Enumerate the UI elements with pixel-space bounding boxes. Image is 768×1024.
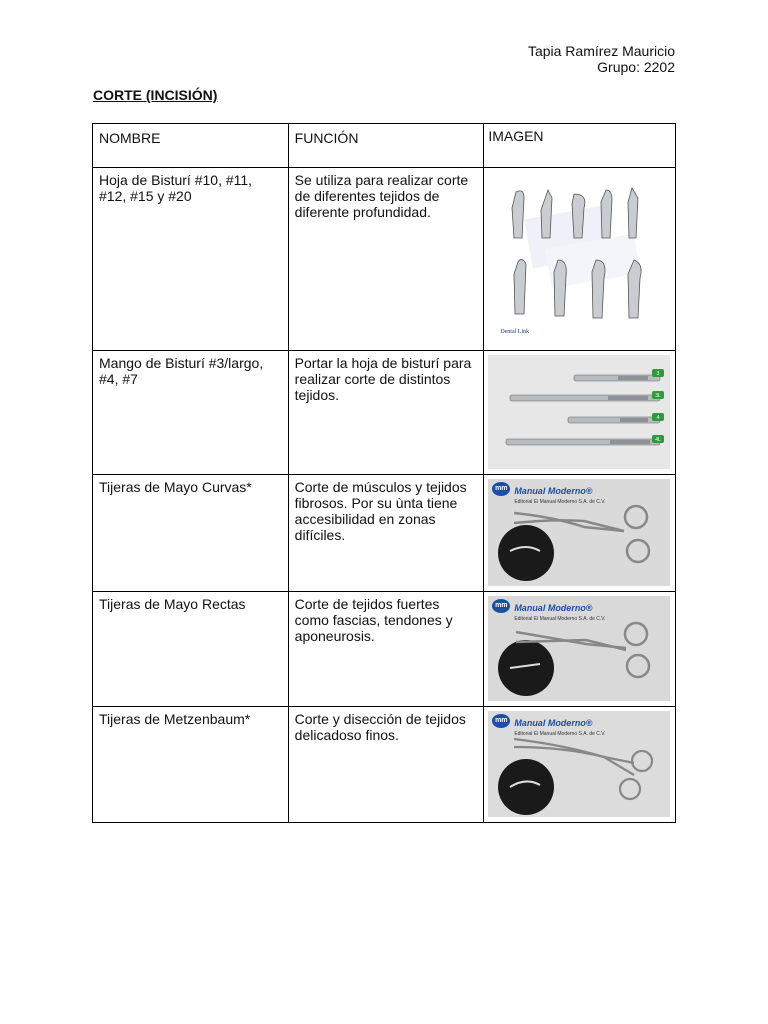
mm-logo-icon: mm xyxy=(492,599,510,613)
scalpel-blades-illustration xyxy=(488,172,670,344)
table-header-row xyxy=(93,124,676,168)
brand-label: Manual Moderno® xyxy=(514,486,593,496)
handle-tag-4-text: 4 xyxy=(656,415,660,421)
instrument-image-cell xyxy=(484,707,676,823)
scalpel-handles-illustration xyxy=(488,355,670,469)
instrument-function: Corte de tejidos fuertes como fascias, tendones y aponeurosis. xyxy=(288,592,484,707)
scalpel-handles-image xyxy=(488,355,670,469)
instrument-image-cell xyxy=(484,592,676,707)
instrument-image-cell xyxy=(484,351,676,475)
brand-label: Manual Moderno® xyxy=(514,603,593,613)
instrument-function: Se utiliza para realizar corte de diferentes tejidos de diferente profundidad. xyxy=(288,168,484,351)
instrument-name: Tijeras de Metzenbaum* xyxy=(93,707,289,823)
table-row xyxy=(93,475,676,592)
instruments-table xyxy=(92,123,676,823)
instrument-image-cell xyxy=(484,475,676,592)
instrument-function: Portar la hoja de bisturí para realizar corte de distintos tejidos. xyxy=(288,351,484,475)
publisher-label: Editorial El Manual Moderno S.A. de C.V. xyxy=(514,616,606,622)
instrument-image-cell xyxy=(484,168,676,351)
table-row xyxy=(93,168,676,351)
instrument-name: Tijeras de Mayo Rectas xyxy=(93,592,289,707)
header-funcion: FUNCIÓN xyxy=(288,124,484,168)
group-label: Grupo: 2202 xyxy=(597,59,675,75)
mayo-straight-scissors-image xyxy=(488,596,670,701)
mm-logo-icon: mm xyxy=(492,482,510,496)
brand-label: Manual Moderno® xyxy=(514,718,593,728)
instrument-function: Corte y disección de tejidos delicadoso finos. xyxy=(288,707,484,823)
metzenbaum-scissors-image xyxy=(488,711,670,817)
header-imagen: IMAGEN xyxy=(484,124,676,168)
handle-tag-3l-text: 3L xyxy=(655,393,662,399)
instrument-name: Hoja de Bisturí #10, #11, #12, #15 y #20 xyxy=(93,168,289,351)
dental-link-caption: Dental Link xyxy=(500,329,530,335)
table-row xyxy=(93,707,676,823)
author-name: Tapia Ramírez Mauricio xyxy=(527,43,675,59)
scalpel-blades-image xyxy=(488,172,670,344)
instrument-function: Corte de músculos y tejidos fibrosos. Por su ùnta tiene accesibilidad en zonas difíciles. xyxy=(288,475,484,592)
handle-tag-3-text: 3 xyxy=(656,371,660,377)
publisher-label: Editorial El Manual Moderno S.A. de C.V. xyxy=(514,731,606,737)
instrument-name: Mango de Bisturí #3/largo, #4, #7 xyxy=(93,351,289,475)
document-header xyxy=(528,43,675,75)
mayo-curved-scissors-image xyxy=(488,479,670,586)
table-row xyxy=(93,592,676,707)
section-title: CORTE (INCISIÓN) xyxy=(93,87,218,103)
instrument-name: Tijeras de Mayo Curvas* xyxy=(93,475,289,592)
handle-tag-4l-text: 4L xyxy=(655,437,662,443)
table-row xyxy=(93,351,676,475)
publisher-label: Editorial El Manual Moderno S.A. de C.V. xyxy=(514,499,606,505)
mm-logo-icon: mm xyxy=(492,714,510,728)
header-nombre: NOMBRE xyxy=(93,124,289,168)
